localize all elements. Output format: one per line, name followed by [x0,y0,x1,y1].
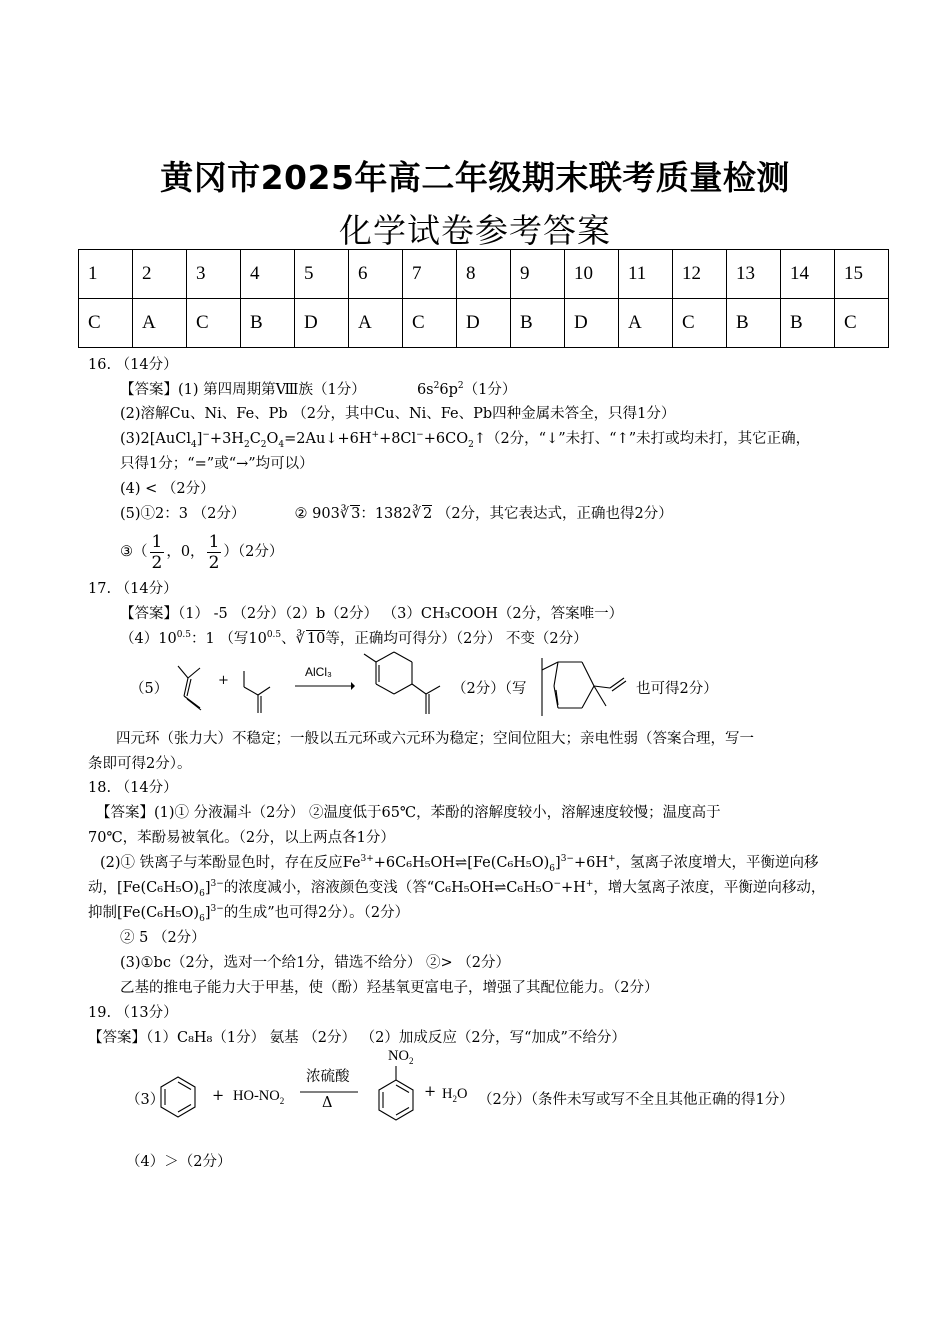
q17-l2a: （4）10 [120,631,177,647]
q18-l3g: +6H [573,855,608,871]
q17-l2b: 0.5 [176,630,192,641]
nitrobenzene-structure [376,1064,416,1126]
q16-l6f: （2分，其它表达式，正确也得2分） [436,506,673,522]
cube-root-sign: ∛ [339,506,350,522]
reaction-plus-1: + [212,1088,225,1104]
dimethylbutadiene-structure [238,665,278,720]
q16-l1b-sup2: 2 [457,381,464,392]
q18-answer-line-4 [88,879,825,897]
answer-cell: B [781,299,835,348]
question-number-cell: 15 [835,250,889,299]
fraction-one-half [150,532,165,573]
q17-l2e: 、 [281,631,296,647]
q18-answer-line-8: 乙基的推电子能力大于甲基，使（酚）羟基氧更富电子，增强了其配位能力。（2分） [120,980,659,996]
cube-root-sign: ∛ [295,631,305,647]
q16-l3c: ] [196,431,203,447]
benzene-ring-reactant [158,1074,198,1120]
q16-l1b-sup1: 2 [433,381,440,392]
reaction-condition-bottom: Δ [322,1095,333,1111]
q18-l4g: +H [561,880,586,896]
q18-answer-line-1: 【答案】(1)① 分液漏斗（2分） ②温度低于65℃，苯酚的溶解度较小，溶解速度较慢；温度高于 [96,805,721,821]
answer-table-number-row [79,250,889,299]
h2o-sub: 2 [452,1093,457,1104]
no2-sub: 2 [408,1055,414,1066]
q18-heading: 18. （14分） [88,780,178,796]
fraction-denominator: 2 [208,552,220,573]
answer-cell: B [727,299,781,348]
q18-l5c: ] [204,905,211,921]
hono2-sub: 2 [279,1095,285,1106]
q18-l4h: + [585,879,594,890]
question-number-cell: 4 [241,250,295,299]
q17-l3a: （5） [130,681,169,697]
q16-answer-line-5: (4) < （2分） [120,481,215,497]
q16-l3f: 2 [243,439,250,450]
q18-l5a: 抑制[Fe(C₆H₅O) [88,905,200,921]
q16-answer-line-4: 只得1分；“=”或“→”均可以） [120,456,314,472]
question-number-cell: 2 [133,250,187,299]
question-number-cell: 13 [727,250,781,299]
q16-l7c: ）（2分） [223,544,284,560]
q16-l1b-pre: 6s [416,382,434,398]
answer-cell: C [835,299,889,348]
answer-cell: D [295,299,349,348]
question-number-cell: 1 [79,250,133,299]
q18-l3c: +6C₆H₅OH⇌[Fe(C₆H₅O) [373,855,550,871]
q17-answer-line-2 [120,630,588,648]
catalyst-label: AlCl₃ [305,665,332,679]
fraction-denominator: 2 [151,552,163,573]
q16-l3q: ↑（2分，“↓”未打、“↑”未打或均未打，其它正确， [473,431,811,447]
reaction-arrow [295,680,355,692]
q18-answer-line-6: ② 5 （2分） [120,930,206,946]
q18-l5e: 的生成”也可得2分）。（2分） [223,905,410,921]
q18-l3h: + [608,854,616,865]
question-number-cell: 11 [619,250,673,299]
q18-l3d: 6 [549,863,556,874]
q18-l4c: ] [204,880,211,896]
q18-l5b: 6 [199,913,205,924]
alternative-product-structure [538,658,636,720]
fraction-one-half [207,532,222,573]
reaction-plus-2: + [424,1084,437,1100]
q17-l3b: （2分）（写 [452,681,527,697]
answer-cell: C [673,299,727,348]
q16-answer-line-2: (2)溶解Cu、Ni、Fe、Pb （2分，其中Cu、Ni、Fe、Pb四种金属未答全，只得1分） [120,406,676,422]
q18-l3e: ] [555,855,561,871]
question-number-cell: 6 [349,250,403,299]
q16-answer-line-3 [120,430,810,448]
q16-l3m: +8Cl [379,431,417,447]
q16-l6e: 2 [422,506,433,522]
q16-l3g: C [249,431,261,447]
q18-l4i: ，增大氢离子浓度，平衡逆向移动， [593,880,826,896]
q16-answer-line-7 [120,530,283,574]
fraction-numerator: 1 [151,531,163,552]
question-number-cell: 9 [511,250,565,299]
q16-l6c: 3 [351,506,361,522]
q16-l7b: ，0， [166,544,205,560]
answer-cell: A [349,299,403,348]
q16-l6b: ② 903 [294,506,340,522]
q16-answer-line-6 [120,505,673,523]
answer-cell: A [133,299,187,348]
q17-answer-line-1: 【答案】（1） -5 （2分）（2）b（2分） （3）CH₃COOH（2分，答案唯一） [120,606,624,622]
q18-l4d: 3− [210,879,224,890]
q17-l2c: ：1 （写10 [191,631,267,647]
question-number-cell: 12 [673,250,727,299]
no2-text: NO [388,1048,409,1064]
q16-l3b: 4 [190,439,197,450]
q16-l3e: +3H [209,431,244,447]
q17-l2f: 10 [306,631,326,647]
q17-heading: 17. （14分） [88,581,178,597]
q16-l3d: − [202,430,210,441]
page-subtitle: 化学试卷参考答案 [339,211,611,250]
fraction-numerator: 1 [208,531,220,552]
q18-answer-line-2: 70℃，苯酚易被氧化。（2分，以上两点各1分） [88,830,395,846]
nitric-acid-formula [233,1087,284,1105]
q16-answer-line-1 [120,381,516,399]
answer-table-answer-row [79,299,889,348]
h2o-h: H [442,1086,453,1102]
q18-answer-line-7: (3)①bc（2分，选对一个给1分，错选不给分） ②> （2分） [120,955,510,971]
q18-l3f: 3− [560,854,574,865]
q16-l3p: 2 [468,439,474,450]
q18-l4f: − [553,879,562,890]
question-number-cell: 7 [403,250,457,299]
q16-l3h: 2 [260,439,267,450]
q18-l4e: 的浓度减小，溶液颜色变浅（答“C₆H₅OH⇌C₆H₅O [223,880,554,896]
q18-answer-line-3 [100,854,819,872]
q17-l3c: 也可得2分） [636,681,718,697]
question-number-cell: 5 [295,250,349,299]
q18-l4a: 动，[Fe(C₆H₅O) [88,880,200,896]
q17-l2d: 0.5 [266,630,282,641]
answer-cell: B [511,299,565,348]
q17-answer-line-5: 条即可得2分）。 [88,756,192,772]
q18-answer-line-5 [88,904,409,922]
answer-cell: C [187,299,241,348]
answer-cell: A [619,299,673,348]
question-number-cell: 3 [187,250,241,299]
hono2-text: HO-NO [233,1088,280,1104]
answer-cell: C [79,299,133,348]
answer-cell: C [403,299,457,348]
question-number-cell: 8 [457,250,511,299]
reaction-condition-top: 浓硫酸 [306,1069,350,1085]
q16-l3i: O [266,431,279,447]
q16-l3o: +6CO [423,431,469,447]
q17-answer-line-4: 四元环（张力大）不稳定；一般以五元环或六元环为稳定；空间位阻大；亲电性弱（答案合理，写一 [116,731,754,747]
q16-l3a: (3)2[AuCl [120,431,191,447]
q16-l3j: 4 [278,439,285,450]
q19-heading: 19. （13分） [88,1005,178,1021]
question-number-cell: 14 [781,250,835,299]
q18-l3b: 3+ [360,854,374,865]
answer-cell: B [241,299,295,348]
q17-l2g: 等，正确均可得分）（2分） 不变（2分） [325,631,588,647]
limonene-product-structure [362,648,447,720]
q16-l3n: − [416,430,424,441]
q16-l1b-mid: 6p [439,382,458,398]
q16-l7a: ③（ [120,544,148,560]
question-number-cell: 10 [565,250,619,299]
q18-l4b: 6 [199,888,205,899]
reaction-plus: + [218,673,229,688]
water-formula [442,1085,467,1103]
q18-l3a: (2)① 铁离子与苯酚显色时，存在反应Fe [100,855,361,871]
q19-answer-line-3: （4）＞（2分） [126,1154,232,1170]
answer-table [78,249,889,348]
q16-l6d: ：1382 [360,506,412,522]
answer-cell: D [457,299,511,348]
q18-l5d: 3− [210,904,224,915]
q18-l3i: ，氢离子浓度增大，平衡逆向移 [615,855,819,871]
q19-l2a: （3） [126,1092,165,1108]
nitro-group-label [388,1047,413,1065]
h2o-o: O [456,1086,468,1102]
q16-l1b-post: （1分） [463,382,517,398]
q16-heading: 16. （14分） [88,357,178,373]
q16-l6a: (5)①2：3 （2分） [120,506,246,522]
cube-root-sign: ∛ [411,506,421,522]
q19-answer-line-1: 【答案】（1）C₈H₈（1分） 氨基 （2分） （2）加成反应（2分，写“加成”不给分） [88,1030,626,1046]
q16-l3l: + [371,430,380,441]
q16-l3k: =2Au↓+6H [284,431,372,447]
q19-l2b: （2分）（条件未写或写不全且其他正确的得1分） [478,1092,794,1108]
answer-cell: D [565,299,619,348]
q16-l1a: 【答案】(1) 第四周期第Ⅷ族（1分） [120,382,366,398]
isoprene-structure [170,658,220,718]
page-title: 黄冈市2025年高二年级期末联考质量检测 [160,158,790,197]
